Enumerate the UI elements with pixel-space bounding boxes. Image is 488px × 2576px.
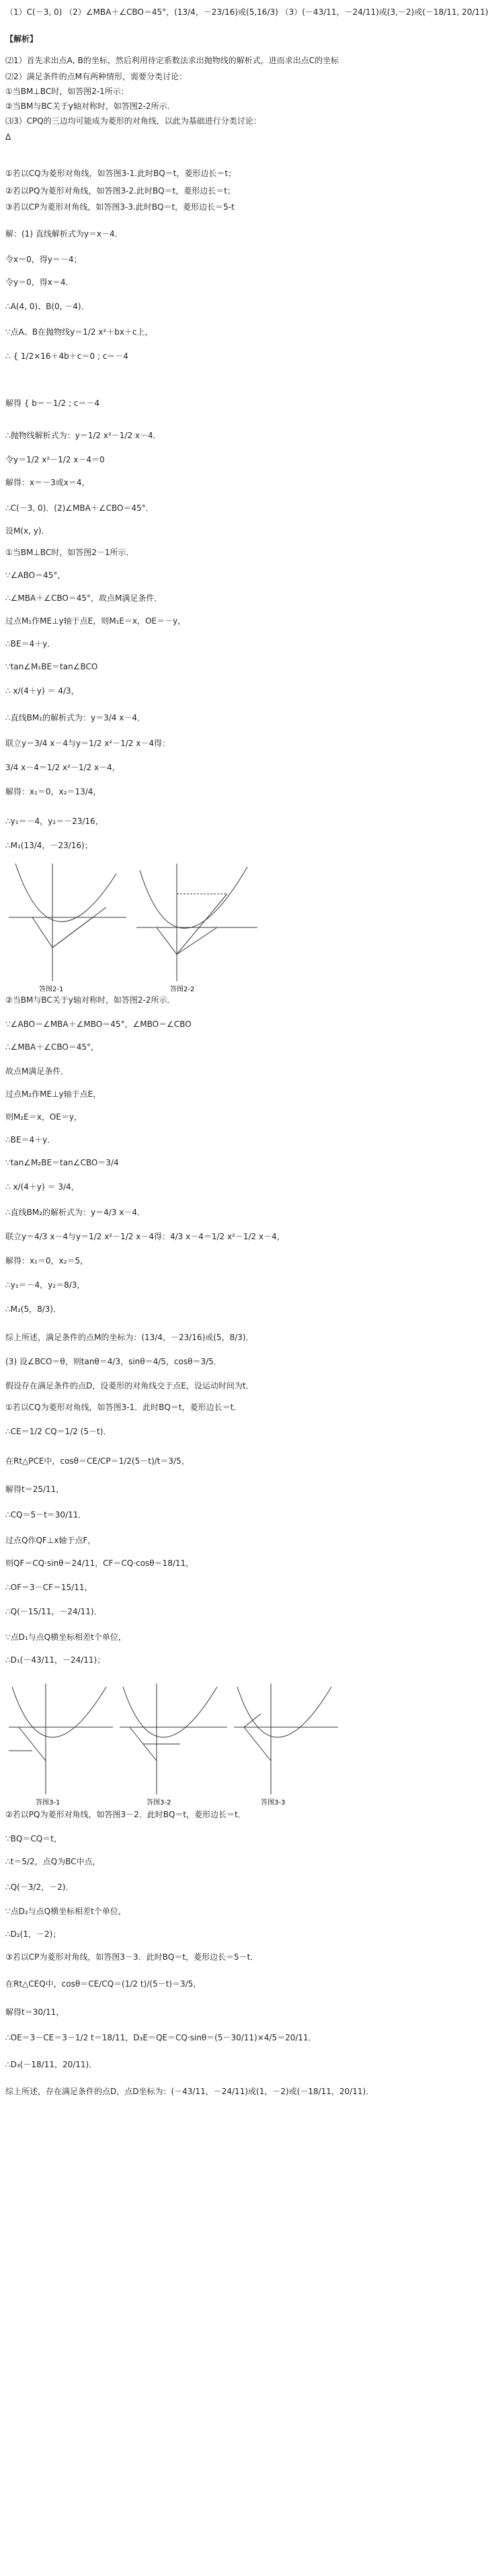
text-line: 假设存在满足条件的点D，设菱形的对角线交于点E，设运动时间为t． [5, 1381, 254, 1390]
text-line: 联立y＝4/3 x－4与y＝1/2 x²－1/2 x－4得：4/3 x－4＝1/2 x²－1/2 x－4， [5, 1232, 285, 1241]
text-line: ∴ x/(4＋y) ＝ 4/3， [5, 686, 79, 696]
text-line: ∴∠MBA＋∠CBO＝45°，故点M满足条件． [5, 593, 163, 603]
text-line: 解得：x₁＝0，x₂＝13/4， [5, 787, 101, 796]
figure-2-2 [136, 864, 257, 993]
text-line: ∵点D₂与点Q横坐标相差t个单位， [5, 1907, 126, 1916]
text-line: ∴y₁＝－4，y₂＝8/3， [5, 1280, 85, 1290]
text-line: ①若以CQ为菱形对角线，如答图3-1．此时BQ＝t，菱形边长＝t． [5, 1403, 242, 1412]
figure-2-group [5, 860, 261, 995]
text-line: ∴Q(－3/2，－2)． [5, 1882, 74, 1892]
figure-3-3-label: 答图3-3 [261, 1799, 286, 1806]
text-line: ∵点D₁与点Q横坐标相差t个单位， [5, 1632, 126, 1642]
figure-2-1 [9, 864, 126, 993]
text-line: ①当BM⊥BC时，如答图2－1所示． [5, 548, 134, 557]
text-line: Δ [5, 132, 11, 142]
text-line: 联立y＝3/4 x－4与y＝1/2 x²－1/2 x－4得： [5, 739, 170, 748]
text-line: ∴抛物线解析式为：y＝1/2 x²－1/2 x－4． [5, 431, 161, 440]
text-line: 综上所述，存在满足条件的点D，点D坐标为：(－43/11，－24/11)或(1，－2)或(－18/11，20/11)． [5, 2087, 374, 2096]
text-line: 令y＝1/2 x²－1/2 x－4＝0 [5, 455, 105, 464]
text-line: 过点M₂作ME⊥y轴于点E， [5, 1089, 101, 1099]
text-line: ②当BM与BC关于y轴对称时，如答图2-2所示． [5, 995, 175, 1005]
text-line: 过点Q作QF⊥x轴于点F， [5, 1536, 96, 1545]
text-line: ⑶3）CPQ的三边均可能成为菱形的对角线，以此为基础进行分类讨论： [5, 116, 261, 126]
text-line: ②若以PQ为菱形对角线，如答图3-2.此时BQ＝t，菱形边长＝t； [5, 186, 235, 196]
text-line: 则M₂E＝x，OE＝y， [5, 1112, 82, 1122]
text-line: 令x＝0，得y＝－4； [5, 255, 82, 264]
text-line: ∴M₁(13/4，－23/16)； [5, 841, 93, 850]
figure-3-2-label: 答图3-2 [147, 1799, 171, 1806]
text-line: 则QF＝CQ·sinθ＝24/11，CF＝CQ·cosθ＝18/11， [5, 1559, 194, 1568]
text-line: ⑵1）首先求出点A, B的坐标，然后利用待定系数法求出抛物线的解析式，进而求出点C的坐标 [5, 56, 339, 65]
figure-2-1-label: 答图2-1 [39, 986, 64, 993]
text-line: ∴D₁(－43/11，－24/11)； [5, 1655, 106, 1665]
text-line: 过点M₁作ME⊥y轴于点E，则M₁E＝x，OE＝－y， [5, 616, 186, 626]
text-line: ∵点A、B在抛物线y＝1/2 x²＋bx＋c上， [5, 327, 153, 337]
text-line: ②若以PQ为菱形对角线，如答图3－2．此时BQ＝t，菱形边长＝t． [5, 1810, 246, 1819]
text-line: 在Rt△PCE中，cosθ＝CE/CP＝1/2(5－t)/t＝3/5， [5, 1456, 190, 1466]
text-line: 解得t＝25/11， [5, 1485, 65, 1494]
text-line: 综上所述，满足条件的点M的坐标为：(13/4，－23/16)或(5，8/3)． [5, 1333, 254, 1342]
figure-3-1-label: 答图3-1 [36, 1799, 60, 1806]
text-line: ∴直线BM₁的解析式为：y＝3/4 x－4． [5, 713, 145, 722]
figure-2-2-label: 答图2-2 [170, 986, 195, 993]
text-line: 故点M满足条件． [5, 1067, 69, 1076]
text-line: 3/4 x－4＝1/2 x²－1/2 x－4， [5, 763, 120, 772]
text-line: ∴BE＝4＋y． [5, 639, 56, 649]
text-line: 解得：x₁＝0，x₂＝5， [5, 1256, 89, 1265]
figure-3-1 [9, 1684, 113, 1806]
text-line: 解得t＝30/11， [5, 2007, 65, 2017]
text-line: （1）C(－3, 0) （2）∠MBA＋∠CBO＝45°，(13/4，－23/16)或(5,16/3) （3）(－43/11，－24/11)或(3,－2)或(－18/11, 20/11) [5, 7, 488, 17]
figure-2-svg [5, 860, 261, 995]
text-line: ∴CE＝1/2 CQ＝1/2 (5－t)． [5, 1427, 112, 1436]
text-line: ∵tan∠M₂BE＝tan∠CBO＝3/4 [5, 1158, 119, 1167]
text-line: ∴CQ＝5－t＝30/11． [5, 1510, 87, 1520]
text-line: ∴C(－3, 0)．(2)∠MBA＋∠CBO＝45°． [5, 503, 154, 513]
text-line: 在Rt△CEQ中，cosθ＝CE/CQ＝(1/2 t)/(5－t)＝3/5， [5, 1979, 202, 1989]
text-line: ∴Q(－15/11，－24/11)． [5, 1607, 102, 1616]
text-line: (3) 设∠BCO＝θ，则tanθ＝4/3，sinθ＝4/5，cosθ＝3/5． [5, 1357, 222, 1366]
text-line: ∴∠MBA＋∠CBO＝45°， [5, 1042, 99, 1052]
text-line: ∴BE＝4＋y． [5, 1135, 56, 1145]
text-line: ∵tan∠M₁BE＝tan∠BCO [5, 662, 98, 671]
text-line: ∵BQ＝CQ＝t， [5, 1834, 62, 1843]
text-line: ∴A(4, 0)、B(0, －4)． [5, 302, 89, 311]
text-line: ∴D₂(1，－2)； [5, 1929, 61, 1939]
text-line: ∴D₃(－18/11，20/11)． [5, 2060, 97, 2069]
text-line: ②当BM与BC关于y轴对称时，如答图2-2所示. [5, 101, 170, 111]
text-line: ∴直线BM₂的解析式为：y＝4/3 x－4． [5, 1208, 145, 1217]
text-line: ∴M₂(5，8/3)． [5, 1304, 62, 1314]
figure-3-3 [234, 1684, 338, 1806]
text-line: 设M(x, y)． [5, 526, 50, 536]
text-line: 【解析】 [5, 34, 38, 44]
text-line: 解得 { b＝－1/2 ; c＝－4 [5, 399, 100, 408]
text-line: ∴ { 1/2×16＋4b＋c＝0 ; c＝－4 [5, 351, 128, 361]
text-line: 解：(1) 直线解析式为y＝x－4． [5, 229, 123, 239]
text-line: ①当BM⊥BC时，如答图2-1所示： [5, 87, 129, 96]
text-line: ③若以CP为菱形对角线，如答图3-3.此时BQ＝t，菱形边长＝5-t [5, 202, 235, 212]
text-line: ①若以CQ为菱形对角线，如答图3-1.此时BQ＝t，菱形边长＝t； [5, 169, 237, 178]
figure-3-svg [5, 1680, 341, 1808]
text-line: ∵∠ABO＝∠MBA＋∠MBO＝45°，∠MBO＝∠CBO [5, 1020, 192, 1029]
text-line: ③若以CP为菱形对角线，如答图3－3．此时BQ＝t，菱形边长＝5－t． [5, 1952, 259, 1962]
text-line: ∴y₁＝－4，y₂＝－23/16， [5, 817, 104, 826]
text-line: 令y＝0，得x＝4． [5, 278, 74, 287]
text-line: ∵∠ABO＝45°， [5, 571, 66, 580]
text-line: ∴ x/(4＋y) ＝ 3/4， [5, 1182, 79, 1192]
text-line: ∴OE＝3－CE＝3－1/2 t＝18/11，D₃E＝QE＝CQ·sinθ＝(5－30/11)×4/5＝20/11． [5, 2033, 317, 2042]
figure-3-group [5, 1680, 341, 1808]
figure-3-2 [120, 1684, 227, 1806]
text-line: ⑵2）满足条件的点M有两种情形，需要分类讨论： [5, 72, 187, 81]
text-line: ∴t＝5/2，点Q为BC中点， [5, 1857, 101, 1866]
text-line: ∴OF＝3－CF＝15/11， [5, 1583, 93, 1592]
text-line: 解得：x＝－3或x＝4， [5, 478, 90, 487]
